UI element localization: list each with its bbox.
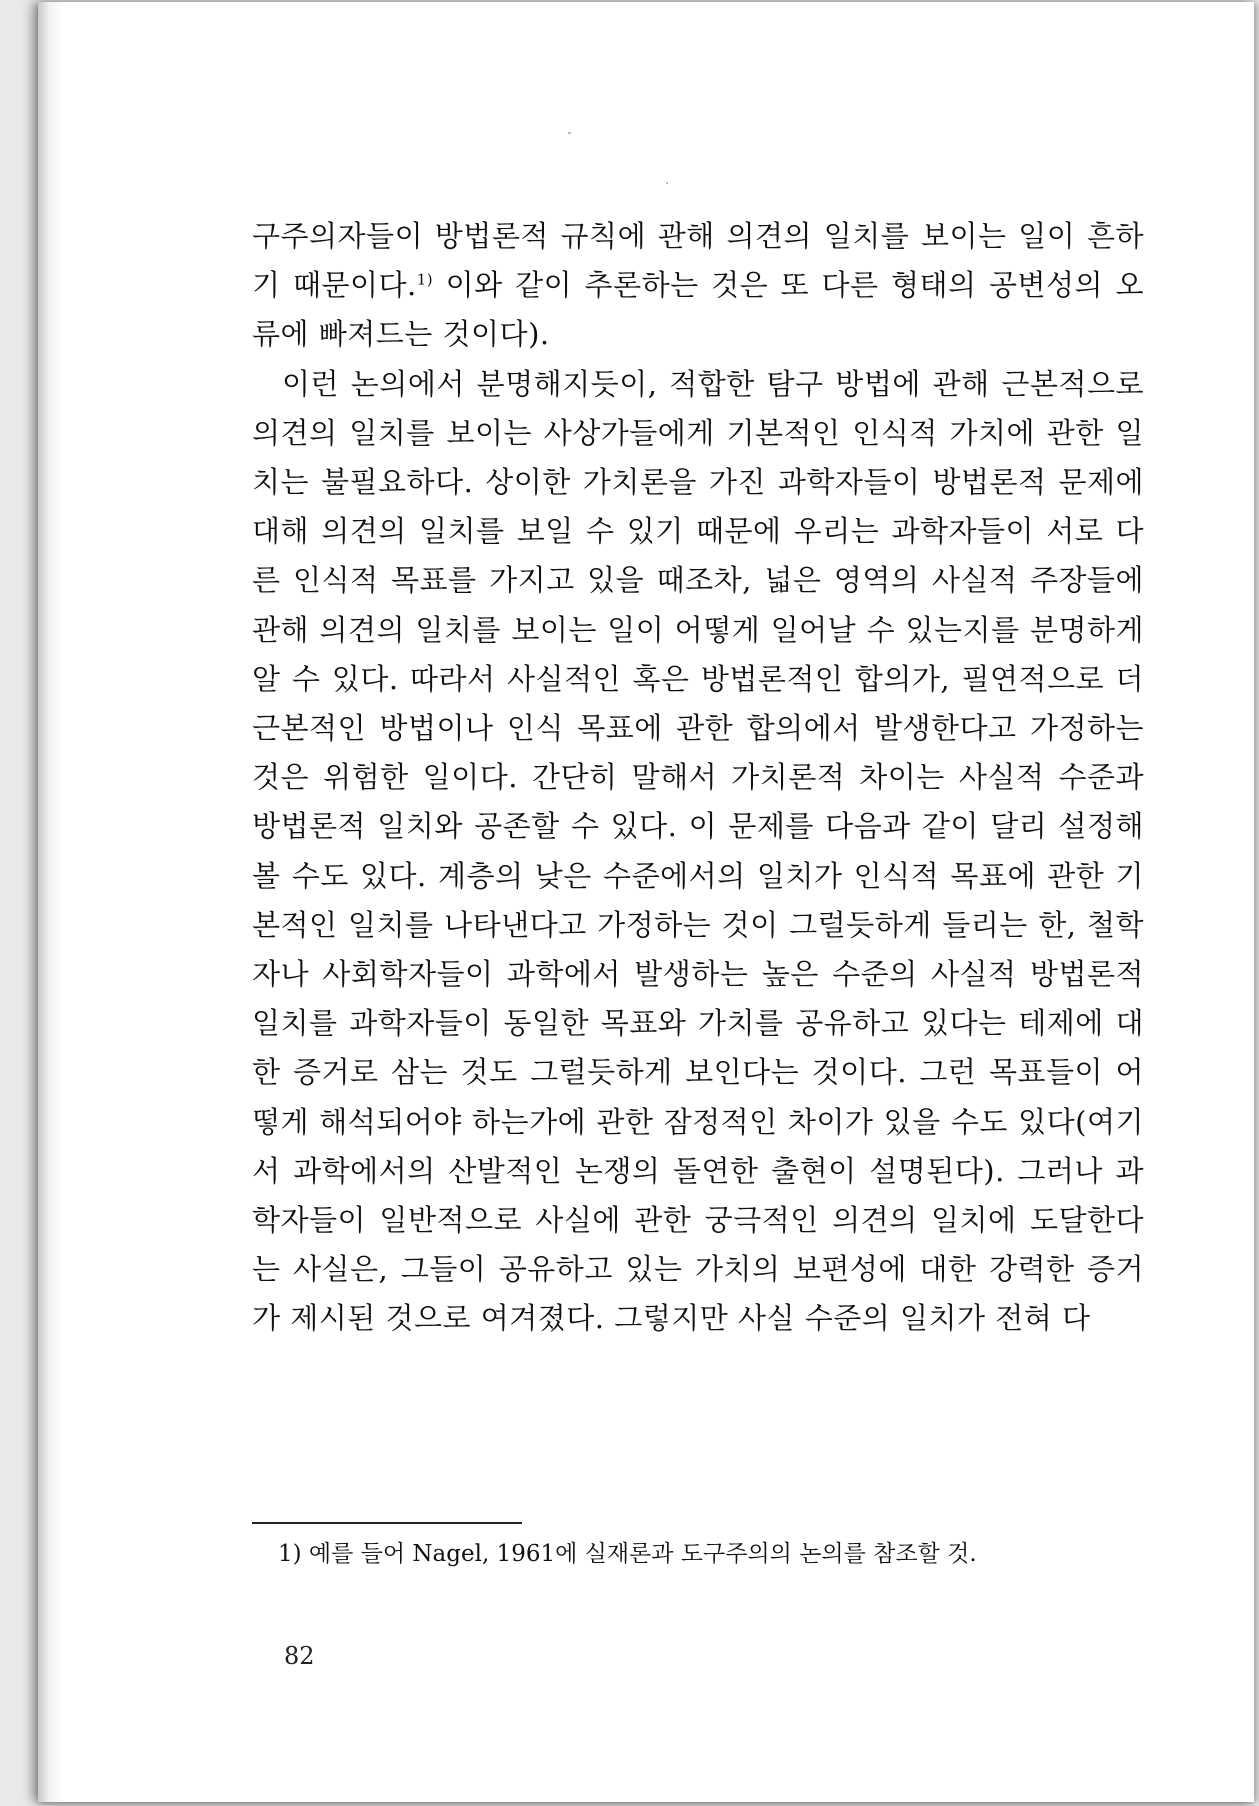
footnote-divider	[252, 1522, 522, 1524]
scan-speck	[666, 182, 668, 184]
body-text	[252, 212, 1144, 1344]
paragraph-1-tail: 이와 같이 추론하는 것은 또 다른 형태의 공변성의 오류에 빠져드는 것이다).	[252, 268, 1144, 352]
paragraph-2: 이런 논의에서 분명해지듯이, 적합한 탐구 방법에 관해 근본적으로 의견의 일치를 보이는 사상가들에게 기본적인 인식적 가치에 관한 일치는 불필요하다. 상이한 가치론을 가진 과학자들이 방법론적 문제에 대해 의견의 일치를 보일 수 있기 때문에 우리는 과학자들이 서로 다른 인식적 목표를 가지고 있을 때조차, 넓은 영역의 사실적 주장들에 관해 의견의 일치를 보이는 일이 어떻게 일어날 수 있는지를 분명하게 알 수 있다. 따라서 사실적인 혹은 방법론적인 합의가, 필연적으로 더 근본적인 방법이나 인식 목표에 관한 합의에서 발생한다고 가정하는 것은 위험한 일이다. 간단히 말해서 가치론적 차이는 사실적 수준과 방법론적 일치와 공존할 수 있다. 이 문제를 다음과 같이 달리 설정해 볼 수도 있다. 계층의 낮은 수준에서의 일치가 인식적 목표에 관한 기본적인 일치를 나타낸다고 가정하는 것이 그럴듯하게 들리는 한, 철학자나 사회학자들이 과학에서 발생하는 높은 수준의 사실적 방법론적 일치를 과학자들이 동일한 목표와 가치를 공유하고 있다는 테제에 대한 증거로 삼는 것도 그럴듯하게 보인다는 것이다. 그런 목표들이 어떻게 해석되어야 하는가에 관한 잠정적인 차이가 있을 수도 있다(여기서 과학에서의 산발적인 논쟁의 돌연한 출현이 설명된다). 그러나 과학자들이 일반적으로 사실에 관한 궁극적인 의견의 일치에 도달한다는 사실은, 그들이 공유하고 있는 가치의 보편성에 대한 강력한 증거가 제시된 것으로 여겨졌다. 그렇지만 사실 수준의 일치가 전혀 다	[252, 366, 1144, 1336]
footnote-reference: 1)	[416, 270, 434, 289]
book-page	[38, 2, 1254, 1802]
paragraph-1-text: 구주의자들이 방법론적 규칙에 관해 의견의 일치를 보이는 일이 흔하기 때문이다.	[252, 219, 1144, 303]
page-number: 82	[284, 1642, 315, 1670]
paragraph-1	[252, 212, 1144, 360]
scan-speck	[568, 132, 571, 134]
page-binding-edge	[38, 2, 64, 1802]
footnote: 1) 예를 들어 Nagel, 1961에 실재론과 도구주의의 논의를 참조할 것.	[278, 1541, 977, 1567]
